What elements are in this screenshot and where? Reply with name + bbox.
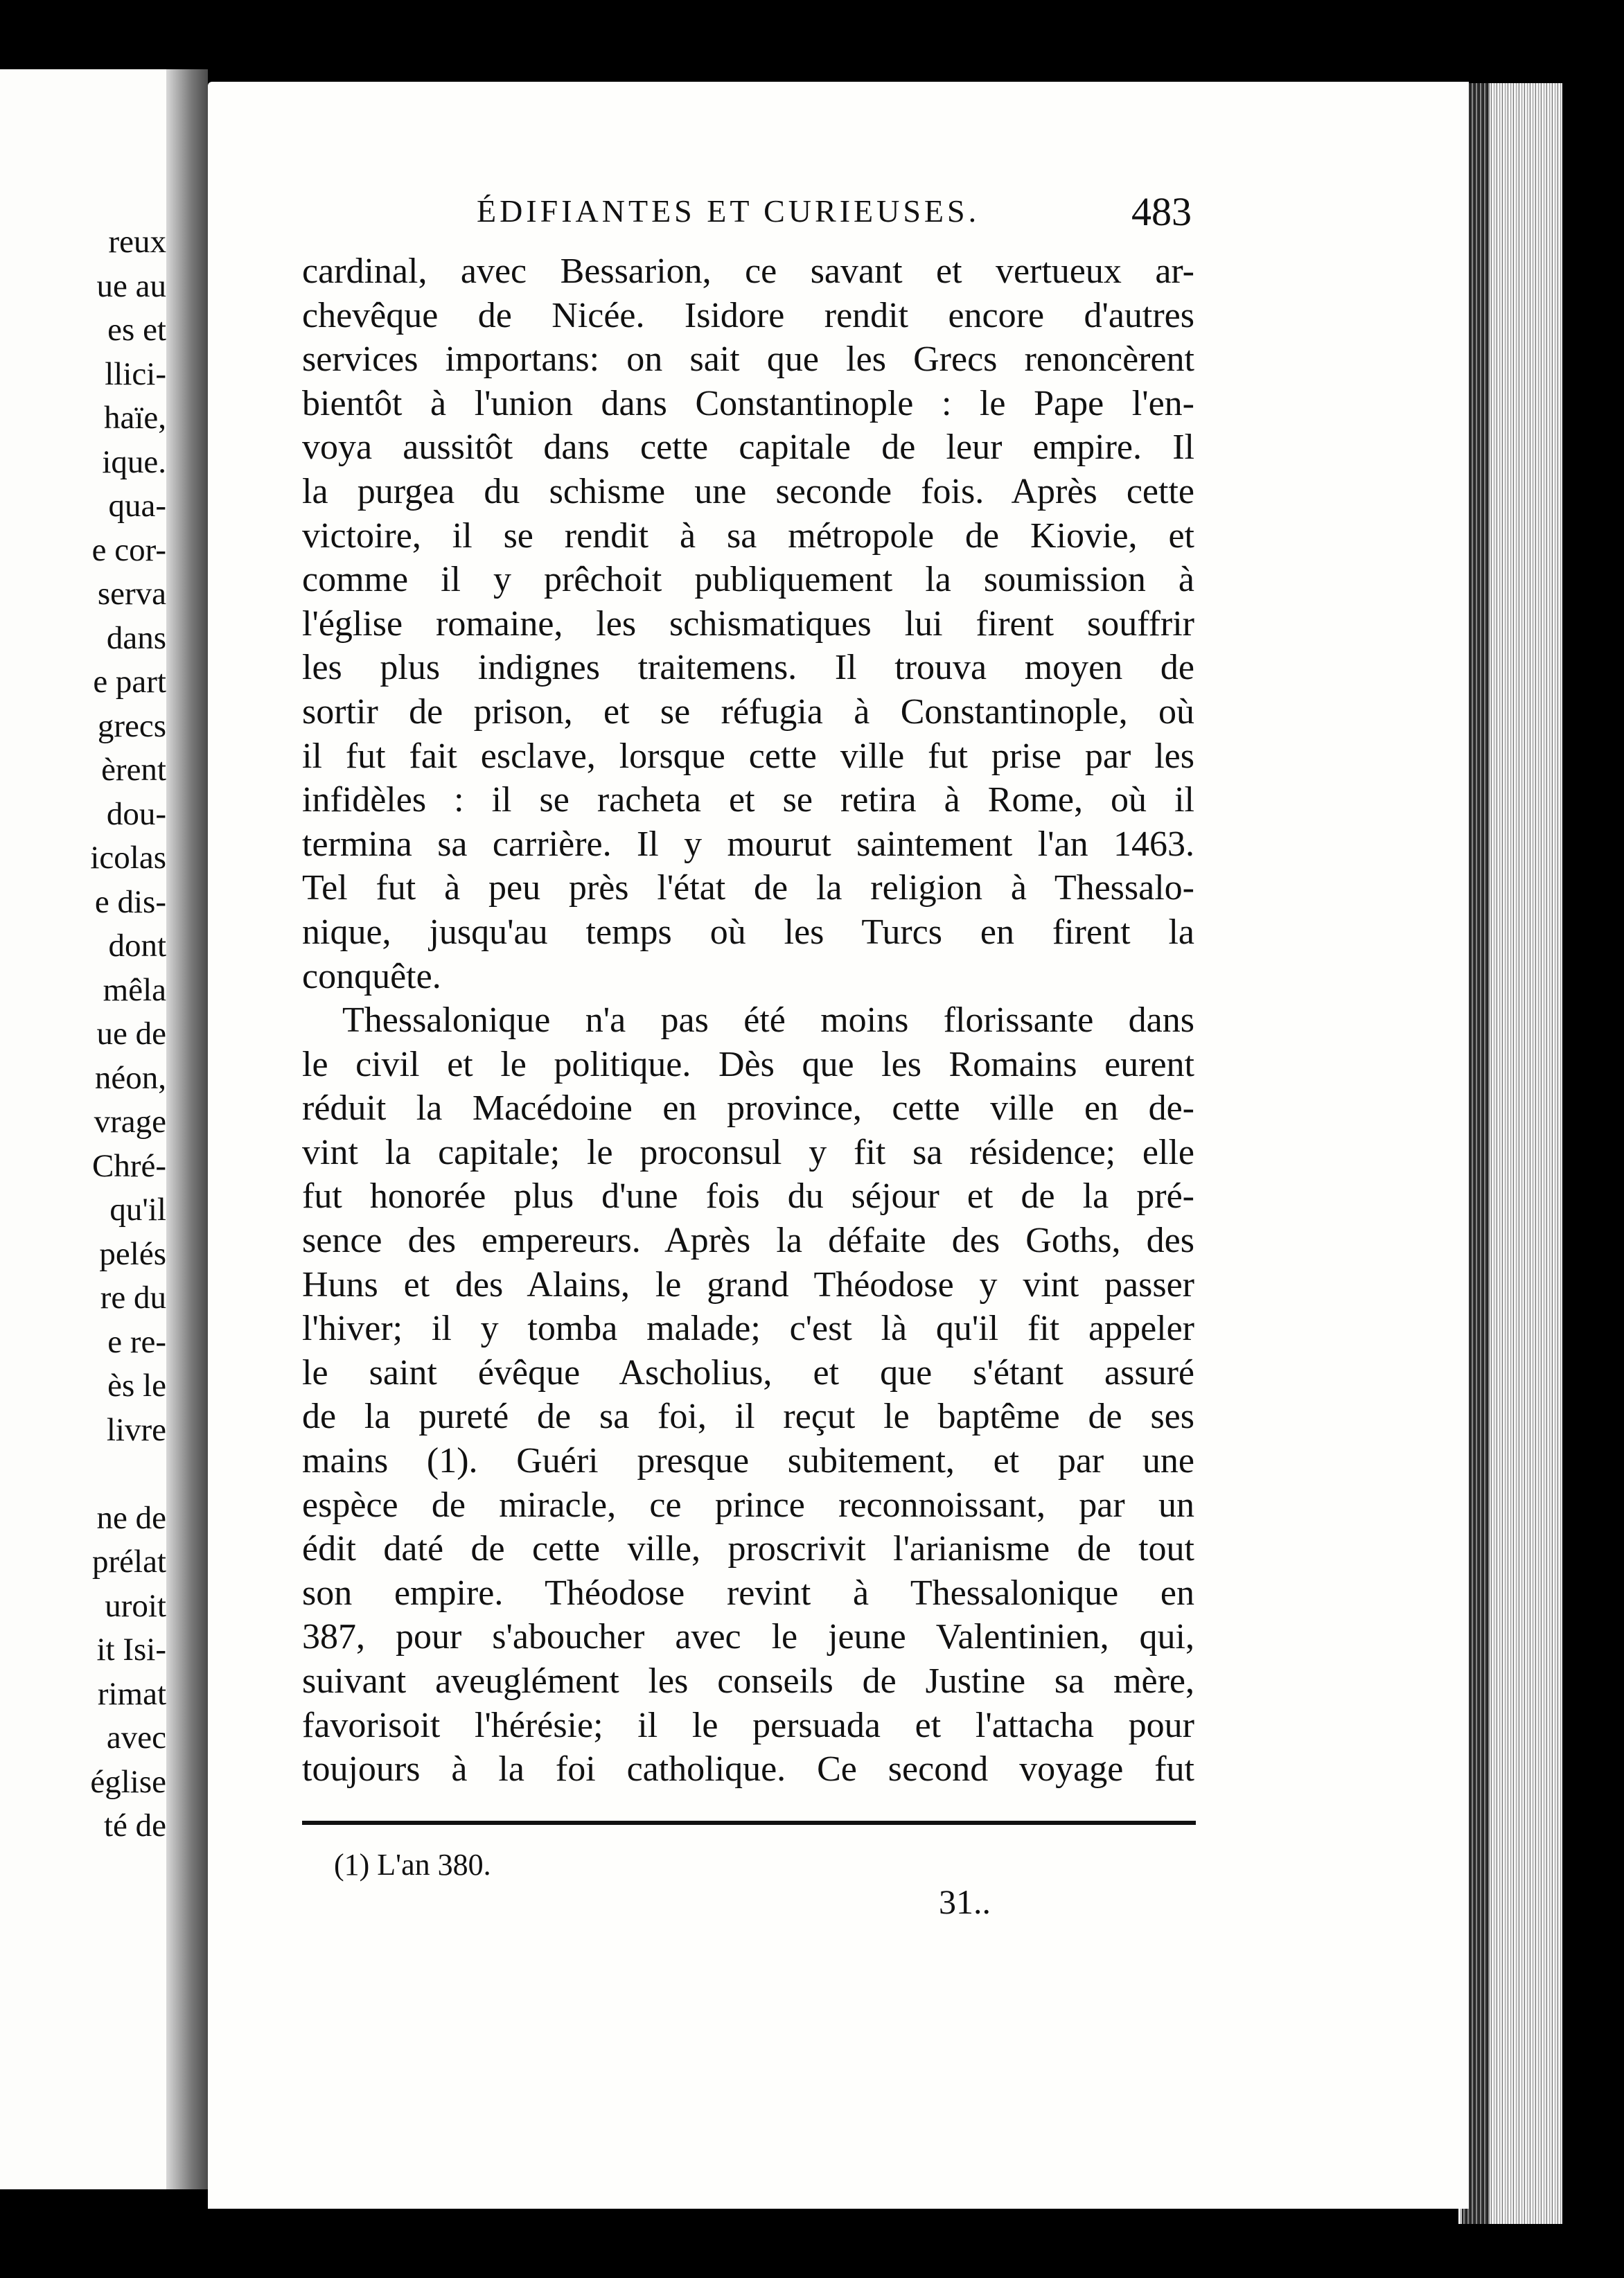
body-line: de la pureté de sa foi, il reçut le baptême de ses [302,1397,1194,1437]
left-page-fragment: ne de [96,1499,166,1536]
body-line: l'église romaine, les schismatiques lui firent souffrir [302,603,1194,644]
left-page-fragment: dont [108,928,166,964]
left-facing-page [0,69,166,2189]
body-line: la purgea du schisme une seconde fois. Après cette [302,471,1194,511]
body-line: édit daté de cette ville, proscrivit l'arianisme de tout [302,1529,1194,1569]
left-page-fragment: rimat [97,1675,166,1712]
body-line: bientôt à l'union dans Constantinople : le Pape l'en- [302,383,1194,423]
left-page-fragment: prélat [92,1544,166,1580]
left-page-fragment: e dis- [94,883,166,920]
left-page-fragment: grecs [97,707,166,744]
body-line: victoire, il se rendit à sa métropole de Kiovie, et [302,515,1194,556]
gutter-shadow [166,69,208,2189]
page-header [477,189,1211,248]
body-line: espèce de miracle, ce prince reconnoissant, par un [302,1485,1194,1525]
body-line: Thessalonique n'a pas été moins florissante dans [342,1000,1194,1041]
left-page-lines [90,220,166,1848]
left-page-fragment: èrent [101,752,166,788]
left-page-fragment: église [90,1763,166,1800]
left-page-fragment: dou- [106,795,166,832]
running-head: ÉDIFIANTES ET CURIEUSES. [477,193,980,229]
body-line: sortir de prison, et se réfugia à Constantinople, où [302,691,1194,732]
signature-mark: 31.. [939,1882,991,1921]
body-line: toujours à la foi catholique. Ce second voyage fut [302,1749,1194,1790]
left-page-fragment: e cor- [91,531,166,568]
left-page-fragment: icolas [90,840,166,876]
left-page-fragment: dans [106,619,166,656]
body-line: services importans: on sait que les Grecs renoncèrent [302,339,1194,380]
left-page-fragment: e re- [107,1323,166,1360]
left-page-fragment: haïe, [103,400,166,436]
body-line: chevêque de Nicée. Isidore rendit encore d'autres [302,295,1194,335]
left-page-fragment [90,1452,166,1496]
body-line: infidèles : il se racheta et se retira à Rome, où il [302,780,1194,820]
left-page-fragment: ique. [102,443,166,480]
left-page-fragment: re du [100,1280,166,1316]
left-page-fragment: llici- [105,355,166,392]
body-line: conquête. [302,956,441,996]
left-page-fragment: livre [106,1411,166,1448]
left-page-fragment: qua- [108,488,166,524]
left-page-fragment: mêla [103,971,166,1008]
body-line: réduit la Macédoine en province, cette ville en de- [302,1088,1194,1129]
left-page-fragment: pelés [99,1235,166,1272]
body-line: Tel fut à peu près l'état de la religion à Thessalo- [302,868,1194,908]
body-line: nique, jusqu'au temps où les Turcs en firent la [302,912,1194,952]
left-page-fragment: qu'il [109,1192,166,1228]
left-page-fragment: it Isi- [96,1632,166,1668]
page-number: 483 [1131,189,1192,234]
body-line: les plus indignes traitemens. Il trouva moyen de [302,648,1194,688]
left-page-fragment: té de [103,1808,166,1844]
footnote-rule [302,1821,1196,1825]
body-line: voya aussitôt dans cette capitale de leur empire. Il [302,427,1194,468]
left-page-fragment: Chré- [91,1147,166,1184]
left-page-fragment: reux [108,224,166,260]
left-page-fragment: néon, [94,1059,166,1096]
left-page-fragment: ue de [96,1016,166,1052]
footnote: (1) L'an 380. [334,1848,491,1882]
left-page-fragment: ès le [107,1368,166,1404]
body-line: vint la capitale; le proconsul y fit sa résidence; elle [302,1132,1194,1172]
left-page-fragment: ue au [96,267,166,304]
left-page-fragment: e part [93,664,166,700]
left-page-fragment: serva [97,576,166,612]
left-page-fragment: uroit [105,1587,166,1624]
body-line: comme il y prêchoit publiquement la soumission à [302,560,1194,600]
body-line: favorisoit l'hérésie; il le persuada et l'attacha pour [302,1705,1194,1745]
body-text [302,249,1194,1792]
body-line: cardinal, avec Bessarion, ce savant et vertueux ar- [302,251,1194,291]
body-line: l'hiver; il y tomba malade; c'est là qu'il fit appeler [302,1309,1194,1349]
left-page-text-fragments [0,220,166,1966]
body-line: le civil et le politique. Dès que les Romains eurent [302,1044,1194,1084]
body-line: Huns et des Alains, le grand Théodose y vint passer [302,1264,1194,1305]
body-line: 387, pour s'aboucher avec le jeune Valentinien, qui, [302,1617,1194,1657]
body-line: sence des empereurs. Après la défaite des Goths, des [302,1221,1194,1261]
body-line: il fut fait esclave, lorsque cette ville fut prise par les [302,736,1194,776]
left-page-fragment: vrage [94,1104,166,1140]
body-line: fut honorée plus d'une fois du séjour et de la pré- [302,1176,1194,1217]
body-line: le saint évêque Ascholius, et que s'étant assuré [302,1352,1194,1393]
left-page-fragment: avec [106,1720,166,1756]
body-line: mains (1). Guéri presque subitement, et par une [302,1441,1194,1481]
body-line: suivant aveuglément les conseils de Justine sa mère, [302,1661,1194,1701]
body-line: termina sa carrière. Il y mourut saintement l'an 1463. [302,824,1194,864]
body-line: son empire. Théodose revint à Thessalonique en [302,1573,1194,1613]
left-page-fragment: es et [107,312,166,348]
